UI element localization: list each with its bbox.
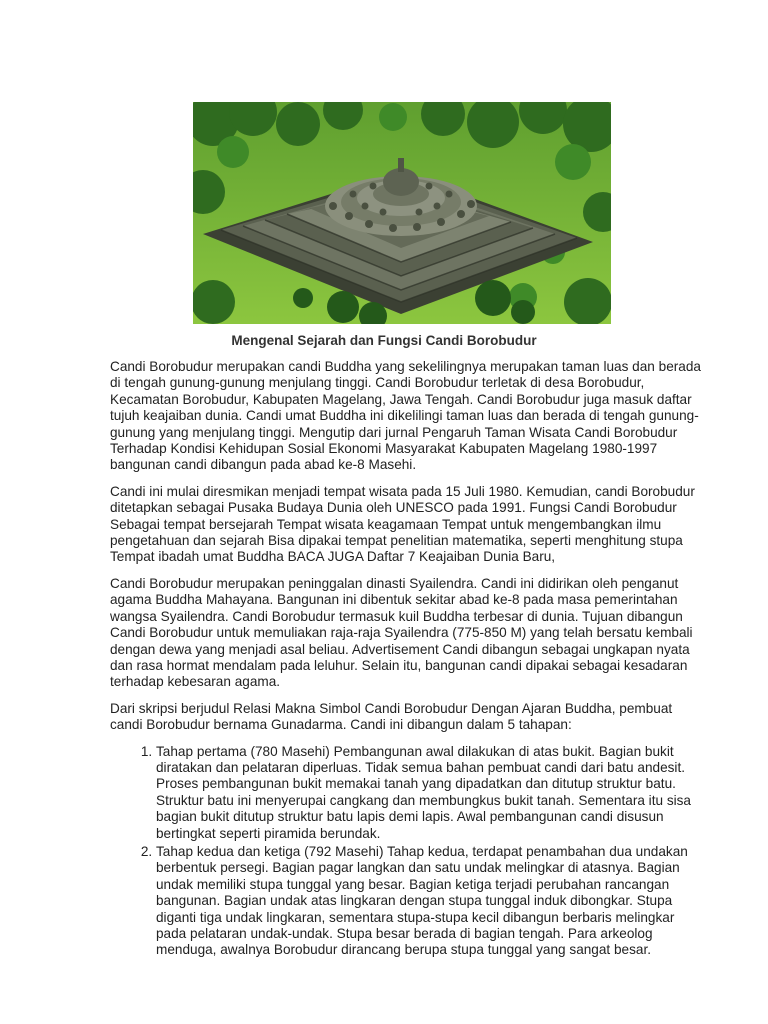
document-title: Mengenal Sejarah dan Fungsi Candi Borobudur — [231, 333, 537, 348]
stages-list — [110, 744, 708, 959]
paragraph: Dari skripsi berjudul Relasi Makna Simbol Candi Borobudur Dengan Ajaran Buddha, pembuat candi Borobudur bernama Gunadarma. Candi ini dibangun dalam 5 tahapan: — [110, 700, 673, 733]
list-item: 1. Tahap pertama (780 Masehi) Pembangunan awal dilakukan di atas bukit. Bagian bukit diratakan dan pelataran diperluas. Tidak semua bahan pembuat candi dari batu andesit. Proses pembangunan bukit memakai tanah yang dipadatkan dan ditutup struktur batu. Struktur batu ini menyerupai cangkang dan membungkus bukit tanah. Sementara itu sisa bagian bukit ditutup struktur batu lapis demi lapis. Awal pembangunan candi disusun bertingkat seperti piramida berundak. — [156, 744, 708, 842]
paragraph: Candi Borobudur merupakan candi Buddha yang sekelilingnya merupakan taman luas dan berada di tengah gunung-gunung menjulang tinggi. Candi Borobudur terletak di desa Borobudur, Kecamatan Borobudur, Kabupaten Magelang, Jawa Tengah. Candi Borobudur juga masuk daftar tujuh keajaiban dunia. Candi umat Buddha ini dikelilingi taman luas dan berada di tengah gunung-gunung yang menjulang tinggi. Mengutip dari jurnal Pengaruh Taman Wisata Candi Borobudur Terhadap Kondisi Kehidupan Sosial Ekonomi Masyarakat Kabupaten Magelang 1980-1997 bangunan candi dibangun pada abad ke-8 Masehi. — [110, 359, 701, 473]
borobudur-photo — [193, 102, 611, 324]
document-body — [110, 359, 708, 961]
paragraph: Candi ini mulai diresmikan menjadi tempat wisata pada 15 Juli 1980. Kemudian, candi Borobudur ditetapkan sebagai Pusaka Budaya Dunia oleh UNESCO pada 1991. Fungsi Candi Borobudur Sebagai tempat bersejarah Tempat wisata keagamaan Tempat untuk mengembangkan ilmu pengetahuan dan sejarah Bisa dipakai tempat penelitian matematika, seperti menghitung stupa Tempat ibadah umat Buddha BACA JUGA Daftar 7 Keajaiban Dunia Baru, — [110, 483, 695, 565]
list-item: 2. Tahap kedua dan ketiga (792 Masehi) Tahap kedua, terdapat penambahan dua undakan berbentuk persegi. Bagian pagar langkan dan satu undak melingkar di atasnya. Bagian undak memiliki stupa tunggal yang besar. Bagian ketiga terjadi perubahan rancangan bangunan. Bagian undak atas lingkaran dengan stupa tunggal induk dibongkar. Stupa diganti tiga undak lingkaran, sementara stupa-stupa kecil dibangun berbaris melingkar pada pelataran undak-undak. Stupa besar berada di bagian tengah. Para arkeolog menduga, awalnya Borobudur dirancang berupa stupa tunggal yang sangat besar. — [156, 844, 708, 959]
temple-illustration — [193, 102, 611, 324]
paragraph: Candi Borobudur merupakan peninggalan dinasti Syailendra. Candi ini didirikan oleh penganut agama Buddha Mahayana. Bangunan ini dibentuk sekitar abad ke-8 pada masa pemerintahan wangsa Syailendra. Candi Borobudur termasuk kuil Buddha terbesar di dunia. Tujuan dibangun Candi Borobudur untuk memuliakan raja-raja Syailendra (775-850 M) yang telah bersatu kembali dengan dewa yang menjadi asal beliau. Advertisement Candi dibangun sebagai ungkapan nyata dan rasa hormat mendalam pada leluhur. Selain itu, bangunan candi dipakai sebagai kesadaran terhadap kebesaran agama. — [110, 575, 693, 690]
